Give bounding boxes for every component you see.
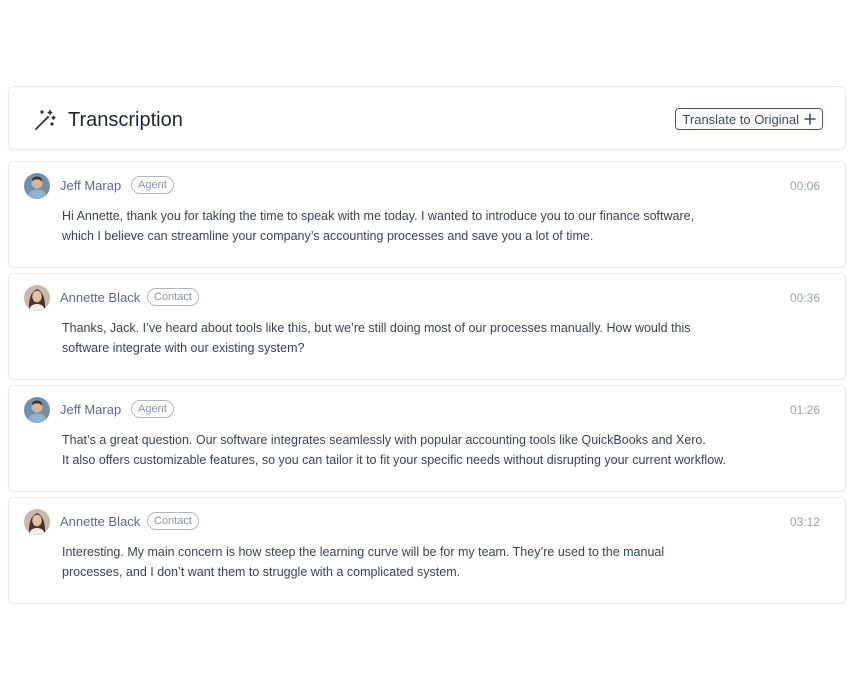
transcript-message: [8, 161, 846, 268]
message-line: Hi Annette, thank you for taking the time to speak with me today. I wanted to introduce you to our finance software,: [62, 209, 695, 223]
transcription-header: [8, 86, 846, 150]
avatar: [24, 509, 50, 535]
transcript-message: [8, 385, 846, 492]
message-timestamp: 00:06: [789, 179, 820, 193]
speaker-name: Annette Black: [60, 290, 141, 305]
speaker-name: Jeff Marap: [60, 178, 122, 193]
message-text: [62, 542, 807, 582]
message-line: processes, and I don’t want them to struggle with a complicated system.: [62, 565, 461, 579]
page-title: Transcription: [68, 109, 183, 131]
transcript-message: [8, 273, 846, 380]
role-badge: Contact: [147, 512, 199, 530]
message-timestamp: 01:26: [789, 403, 820, 417]
translate-to-original-button[interactable]: [675, 108, 823, 130]
transcript-message: [8, 497, 846, 604]
magic-wand-icon: [33, 108, 57, 132]
role-badge: Agent: [131, 176, 174, 194]
role-badge: Agent: [131, 400, 174, 418]
message-text: [62, 430, 807, 470]
message-timestamp: 00:36: [789, 291, 820, 305]
message-timestamp: 03:12: [789, 515, 820, 529]
role-badge: Contact: [147, 288, 199, 306]
translate-button-label: Translate to Original: [682, 111, 799, 127]
avatar: [24, 285, 50, 311]
message-line: Interesting. My main concern is how steep the learning curve will be for my team. They’re used to the manual: [62, 545, 665, 559]
message-line: Thanks, Jack. I’ve heard about tools like this, but we’re still doing most of our processes manually. How would this: [62, 321, 691, 335]
plus-icon: [804, 113, 816, 125]
speaker-name: Annette Black: [60, 514, 141, 529]
avatar: [24, 397, 50, 423]
message-text: [62, 318, 807, 358]
message-line: It also offers customizable features, so you can tailor it to fit your specific needs without disrupting your current workflow.: [62, 453, 726, 467]
message-line: which I believe can streamline your company’s accounting processes and save you a lot of time.: [62, 229, 594, 243]
avatar: [24, 173, 50, 199]
message-text: [62, 206, 807, 246]
message-line: That’s a great question. Our software integrates seamlessly with popular accounting tools like QuickBooks and Xero.: [62, 433, 706, 447]
speaker-name: Jeff Marap: [60, 402, 122, 417]
message-line: software integrate with our existing system?: [62, 341, 305, 355]
